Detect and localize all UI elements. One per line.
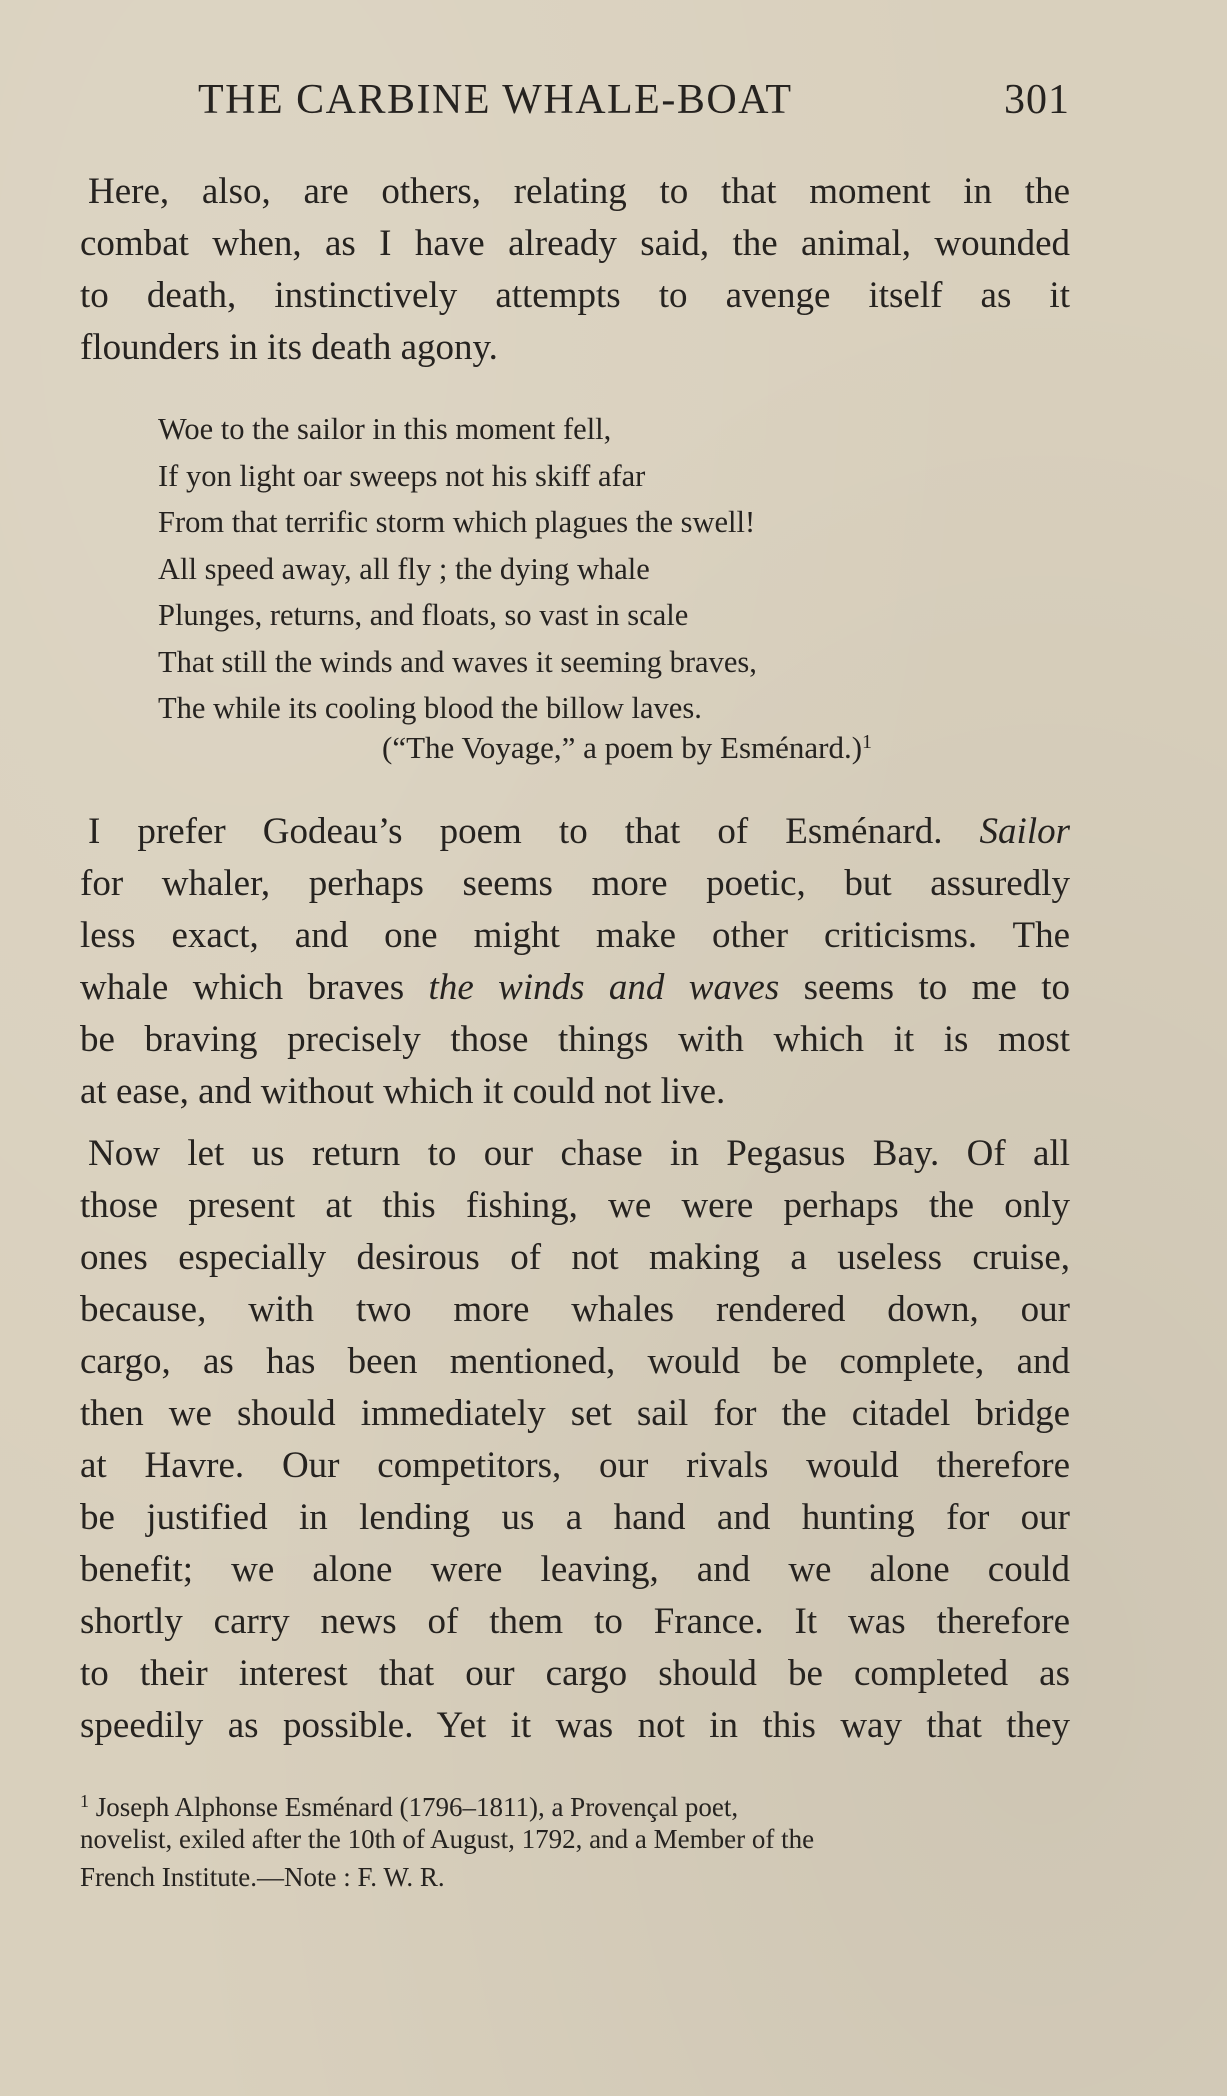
citation-text: (“The Voyage,” a poem by Esménard.) <box>382 730 863 765</box>
text-line: at ease, and without which it could not live. <box>80 1071 726 1112</box>
paragraph-3 <box>80 1128 1070 1752</box>
text-line: at Havre. Our competitors, our rivals would therefore <box>80 1445 1070 1486</box>
paragraph-1 <box>80 166 1070 374</box>
text-line: benefit; we alone were leaving, and we alone could <box>80 1549 1070 1590</box>
footnote-text: Joseph Alphonse Esménard (1796–1811), a Provençal poet, <box>95 1792 739 1822</box>
text-line: because, with two more whales rendered down, our <box>80 1289 1070 1330</box>
text-line: speedily as possible. Yet it was not in this way that they <box>80 1705 1070 1746</box>
page-header <box>190 76 1070 136</box>
text-segment: I prefer Godeau’s poem to that of Esménard. <box>88 811 943 852</box>
text-line: to death, instinctively attempts to avenge itself as it <box>80 275 1070 316</box>
text-line: shortly carry news of them to France. It was therefore <box>80 1601 1070 1642</box>
poem-citation <box>382 730 872 766</box>
footnote-line: novelist, exiled after the 10th of August, 1792, and a Member of the <box>80 1824 815 1854</box>
paragraph-2 <box>80 806 1070 1118</box>
footnote-line <box>80 1782 1070 1820</box>
italic-text: Sailor <box>979 811 1070 852</box>
running-title: THE CARBINE WHALE-BOAT <box>198 77 793 123</box>
text-line: cargo, as has been mentioned, would be complete, and <box>80 1341 1070 1382</box>
text-line: to their interest that our cargo should be completed as <box>80 1653 1070 1694</box>
italic-text: the winds and waves <box>428 967 780 1008</box>
text-line: less exact, and one might make other criticisms. The <box>80 915 1070 956</box>
poem-line: The while its cooling blood the billow laves. <box>158 691 702 725</box>
text-line: those present at this fishing, we were perhaps the only <box>80 1185 1070 1226</box>
text-line: then we should immediately set sail for the citadel bridge <box>80 1393 1070 1434</box>
footnote-line: French Institute.—Note : F. W. R. <box>80 1862 445 1892</box>
text-line: Now let us return to our chase in Pegasus Bay. Of all <box>88 1133 1070 1174</box>
poem-line: That still the winds and waves it seeming braves, <box>158 644 757 679</box>
poem-line: If yon light oar sweeps not his skiff afar <box>158 458 646 493</box>
text-segment: whale which braves <box>80 967 405 1008</box>
text-line: combat when, as I have already said, the animal, wounded <box>80 223 1070 264</box>
poem-line: Woe to the sailor in this moment fell, <box>158 412 612 446</box>
text-line: be justified in lending us a hand and hunting for our <box>80 1497 1070 1538</box>
text-line <box>80 806 1070 858</box>
footnote-mark: 1 <box>80 1791 89 1811</box>
text-segment: seems to me to <box>803 967 1070 1008</box>
text-line: flounders in its death agony. <box>80 327 498 368</box>
text-line: ones especially desirous of not making a useless cruise, <box>80 1237 1070 1278</box>
footnote <box>80 1782 1070 1896</box>
text-line <box>80 962 1070 1014</box>
text-line: for whaler, perhaps seems more poetic, but assuredly <box>80 863 1070 904</box>
poem-line: Plunges, returns, and floats, so vast in scale <box>158 598 689 632</box>
footnote-mark: 1 <box>862 731 873 753</box>
poem-quote <box>158 406 757 732</box>
poem-line: All speed away, all fly ; the dying whale <box>158 551 650 586</box>
page-number: 301 <box>1004 77 1070 123</box>
text-line: be braving precisely those things with which it is most <box>80 1019 1070 1060</box>
text-line: Here, also, are others, relating to that moment in the <box>88 171 1070 212</box>
poem-line: From that terrific storm which plagues the swell! <box>158 505 756 539</box>
